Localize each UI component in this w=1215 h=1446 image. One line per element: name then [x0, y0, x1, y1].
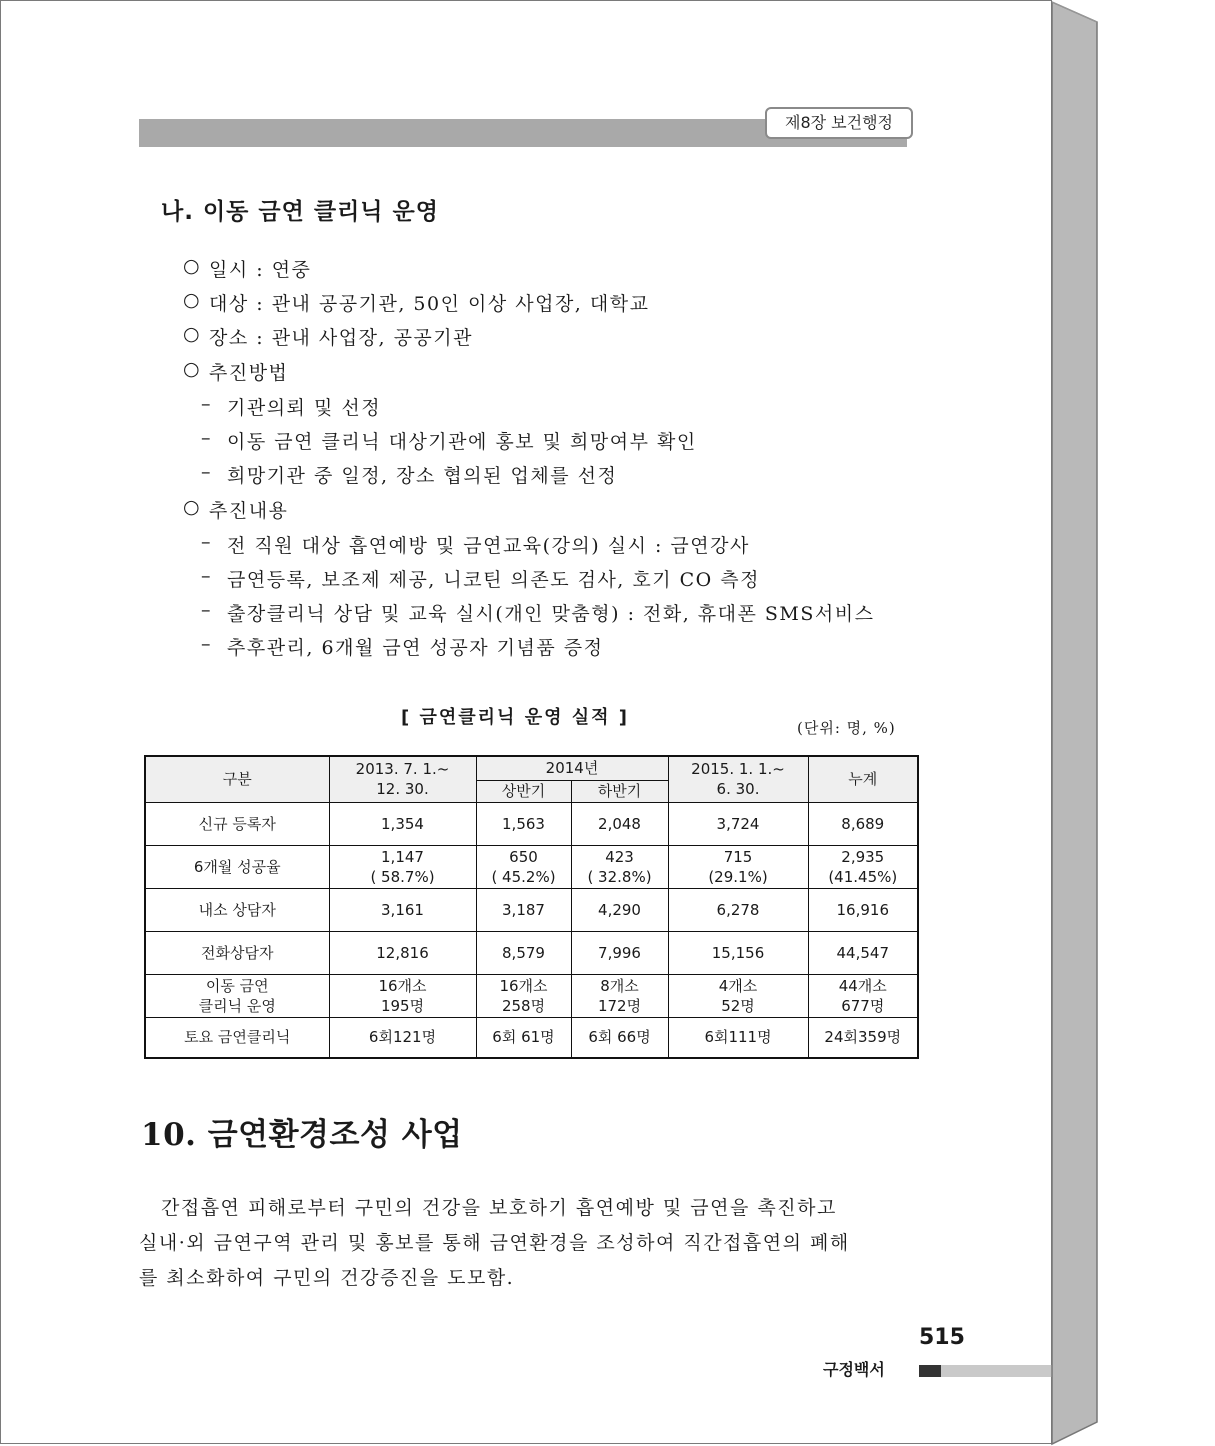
circle-bullet-icon: ○: [183, 496, 202, 518]
chapter-tag: 제8장 보건행정: [765, 107, 913, 139]
table-row: [145, 888, 918, 931]
section10-title: 10. 금연환경조성 사업: [141, 1117, 463, 1153]
table-title: [ 금연클리닉 운영 실적 ]: [401, 707, 630, 728]
table-row: [145, 1017, 918, 1058]
table-row: [145, 802, 918, 845]
table-cell: 44개소 677명: [808, 974, 918, 1017]
table-cell: 6회 66명: [571, 1017, 668, 1058]
dash-marker: –: [201, 599, 212, 621]
table-row: [145, 931, 918, 974]
table-cell: 423 ( 32.8%): [571, 845, 668, 888]
table-cell: 24회359명: [808, 1017, 918, 1058]
dash-marker: –: [201, 633, 212, 655]
table-cell: 1,354: [329, 802, 476, 845]
circle-bullet-icon: ○: [183, 289, 202, 311]
page-number: 515: [919, 1325, 965, 1350]
table-cell: 3,161: [329, 888, 476, 931]
dash-marker: –: [201, 393, 212, 415]
table-cell: 6회121명: [329, 1017, 476, 1058]
table-cell: 12,816: [329, 931, 476, 974]
section-item-text: 이동 금연 클리닉 대상기관에 홍보 및 희망여부 확인: [227, 431, 697, 453]
header-total: 누계: [808, 756, 918, 802]
table-cell: 16개소 195명: [329, 974, 476, 1017]
section-item-text: 대상 : 관내 공공기관, 50인 이상 사업장, 대학교: [209, 293, 650, 315]
row-label: 내소 상담자: [145, 888, 329, 931]
table-cell: 16개소 258명: [476, 974, 571, 1017]
row-label: 6개월 성공율: [145, 845, 329, 888]
header-period-2015: 2015. 1. 1.~ 6. 30.: [668, 756, 808, 802]
section-title: 나. 이동 금연 클리닉 운영: [161, 199, 439, 225]
dash-marker: –: [201, 461, 212, 483]
table-cell: 2,048: [571, 802, 668, 845]
table-row: [145, 845, 918, 888]
table-cell: 715 (29.1%): [668, 845, 808, 888]
header-category: 구분: [145, 756, 329, 802]
table-cell: 6회 61명: [476, 1017, 571, 1058]
table-unit: (단위: 명, %): [797, 719, 896, 737]
book-title: 구정백서: [823, 1360, 885, 1379]
row-label: 신규 등록자: [145, 802, 329, 845]
section-item-text: 추진내용: [209, 500, 289, 522]
performance-table: [144, 755, 919, 1059]
table-cell: 2,935 (41.45%): [808, 845, 918, 888]
row-label: 토요 금연클리닉: [145, 1017, 329, 1058]
row-label: 전화상담자: [145, 931, 329, 974]
section-item-text: 일시 : 연중: [209, 259, 312, 281]
book-spine: [1051, 0, 1101, 1446]
section10-line-2: 실내·외 금연구역 관리 및 홍보를 통해 금연환경을 조성하여 직간접흡연의 폐해: [139, 1232, 850, 1254]
footer-bar-light: [941, 1365, 1053, 1377]
table-cell: 8개소 172명: [571, 974, 668, 1017]
header-period-2013: 2013. 7. 1.~ 12. 30.: [329, 756, 476, 802]
dash-marker: –: [201, 427, 212, 449]
circle-bullet-icon: ○: [183, 323, 202, 345]
table-cell: 1,147 ( 58.7%): [329, 845, 476, 888]
table-cell: 6,278: [668, 888, 808, 931]
dash-marker: –: [201, 531, 212, 553]
section10-line-3: 를 최소화하여 구민의 건강증진을 도모함.: [139, 1267, 515, 1289]
section-item-text: 기관의뢰 및 선정: [227, 397, 382, 419]
header-2014: 2014년: [476, 756, 668, 780]
section-item-text: 금연등록, 보조제 제공, 니코틴 의존도 검사, 호기 CO 측정: [227, 569, 760, 591]
section-item-text: 장소 : 관내 사업장, 공공기관: [209, 327, 473, 349]
table-cell: 15,156: [668, 931, 808, 974]
header-2014-first-half: 상반기: [476, 780, 571, 802]
table-row: [145, 974, 918, 1017]
table-cell: 4,290: [571, 888, 668, 931]
table-cell: 1,563: [476, 802, 571, 845]
table-cell: 650 ( 45.2%): [476, 845, 571, 888]
circle-bullet-icon: ○: [183, 358, 202, 380]
section-item-text: 추후관리, 6개월 금연 성공자 기념품 증정: [227, 637, 604, 659]
table-cell: 44,547: [808, 931, 918, 974]
section-item-text: 희망기관 중 일정, 장소 협의된 업체를 선정: [227, 465, 618, 487]
dash-marker: –: [201, 565, 212, 587]
table-cell: 4개소 52명: [668, 974, 808, 1017]
section-item-text: 출장클리닉 상담 및 교육 실시(개인 맞춤형) : 전화, 휴대폰 SMS서비스: [227, 603, 875, 625]
section10-line-1: 간접흡연 피해로부터 구민의 건강을 보호하기 흡연예방 및 금연을 촉진하고: [161, 1197, 837, 1219]
table-cell: 8,689: [808, 802, 918, 845]
table-cell: 7,996: [571, 931, 668, 974]
table-cell: 3,724: [668, 802, 808, 845]
row-label: 이동 금연 클리닉 운영: [145, 974, 329, 1017]
table-cell: 16,916: [808, 888, 918, 931]
section-item-text: 전 직원 대상 흡연예방 및 금연교육(강의) 실시 : 금연강사: [227, 535, 750, 557]
header-2014-second-half: 하반기: [571, 780, 668, 802]
circle-bullet-icon: ○: [183, 255, 202, 277]
table-cell: 3,187: [476, 888, 571, 931]
footer-bar-dark: [919, 1365, 941, 1377]
section-item-text: 추진방법: [209, 362, 289, 384]
table-cell: 6회111명: [668, 1017, 808, 1058]
table-cell: 8,579: [476, 931, 571, 974]
